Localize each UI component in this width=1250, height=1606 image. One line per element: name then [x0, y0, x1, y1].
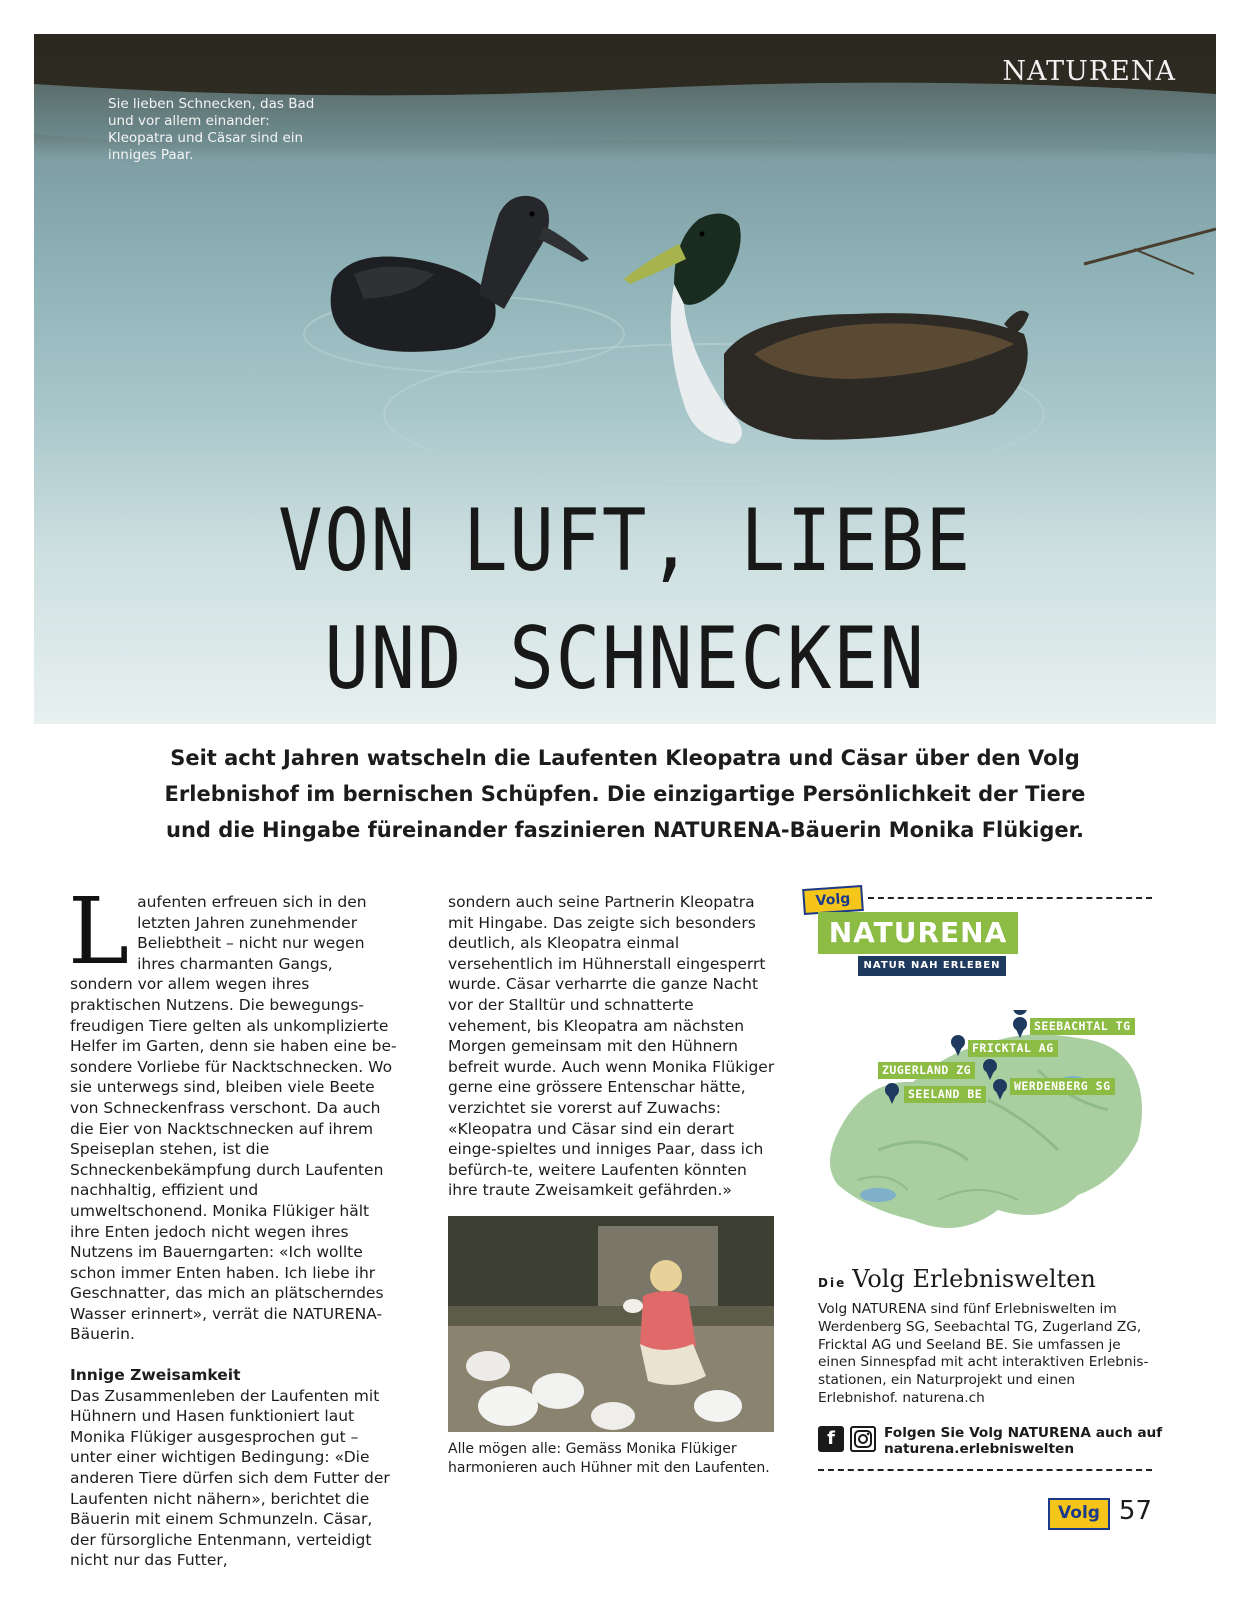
instagram-icon[interactable]	[850, 1426, 876, 1452]
headline	[117, 482, 1134, 718]
article-column-1	[68, 878, 400, 1571]
facebook-icon[interactable]: f	[818, 1426, 844, 1452]
hero-caption: Sie lieben Schnecken, das Bad und vor allem einander: Kleopatra und Cäsar sind ein inniges Paar.	[108, 96, 315, 163]
divider-bottom	[818, 1469, 1152, 1471]
hero-photo	[34, 34, 1216, 724]
divider-top	[868, 897, 1152, 899]
dropcap: L	[68, 878, 130, 985]
paragraph-zweisamkeit: Das Zusammenleben der Laufenten mit Hühnern und Hasen funktioniert laut Monika Flükiger ausgesprochen gut – unter einer wichtigen Bedingung: «Die anderen Tiere dürfen sich dem Futter der Laufenten nicht nähern», berichtet die Bäuerin mit einem Schmunzeln. Cäsar, der fürsorgliche Entenmann, verteidigt nicht nur das Futter,	[70, 1386, 390, 1570]
sidebar-title-text: Volg Erlebniswelten	[852, 1265, 1096, 1293]
brand-wordmark: NATURENA	[1002, 56, 1176, 87]
naturena-tagline: NATUR NAH ERLEBEN	[858, 956, 1006, 976]
lead-paragraph: Seit acht Jahren watscheln die Laufenten Kleopatra und Cäsar über den Volg Erlebnishof im bernischen Schüpfen. Die einzigartige Persönlichkeit der Tiere und die Hingabe füreinander faszinieren NATURENA-Bäuerin Monika Flükiger.	[164, 746, 1086, 842]
paragraph-intro: aufenten erfreuen sich in den letzten Jahren zunehmender Beliebtheit – nicht nur wegen ihres charmanten Gangs, sondern vor allem wegen ihres praktischen Nutzens. Die bewegungs-freudigen Tiere gelten als unkomplizierte Helfer im Garten, denn sie haben eine be-sondere Vorliebe für Nacktschnecken. Wo sie unterwegs sind, bleiben viele Beete von Schneckenfrass verschont. Da auch die Eier von Nacktschnecken auf ihrem Speiseplan stehen, ist die Schneckenbekämpfung durch Laufenten nachhaltig, effizient und umweltschonend. Monika Flükiger hält ihre Enten jedoch nicht wegen ihres Nutzens im Bauerngarten: «Ich wollte schon immer Enten haben. Ich liebe ihr Geschnatter, das mich an plätscherndes Wasser erinnert», verrät die NATURENA-Bäuerin.	[70, 893, 397, 1344]
subheading: Innige Zweisamkeit	[70, 1366, 241, 1385]
footer-volg-logo: Volg	[1048, 1498, 1110, 1530]
farmer-with-chickens-illustration	[448, 1216, 774, 1432]
photo-caption: Alle mögen alle: Gemäss Monika Flükiger harmonieren auch Hühner mit den Laufenten.	[448, 1441, 770, 1476]
map-label-seeland: SEELAND BE	[904, 1086, 986, 1103]
social-block	[818, 1425, 1163, 1460]
farmer-photo	[448, 1216, 774, 1432]
duck-caesar	[624, 214, 1029, 444]
naturena-logo: NATURENA	[818, 912, 1018, 954]
headline-line-1: VON LUFT, LIEBE	[278, 491, 972, 591]
paragraph-continued: sondern auch seine Partnerin Kleopatra mit Hingabe. Das zeigte sich besonders deutlich, als Kleopatra einmal versehentlich im Hühnerstall eingesperrt wurde. Cäsar verharrte die ganze Nacht vor der Stalltür und schnatterte vehement, bis Kleopatra am nächsten Morgen gemeinsam mit den Hühnern befreit wurde. Auch wenn Monika Flükiger gerne eine grössere Entenschar hätte, verzichtet sie vorerst auf Zuwachs: «Kleopatra und Cäsar sind ein derart einge-spieltes und inniges Paar, dass ich befürch-te, weitere Laufenten könnten ihre traute Zweisamkeit gefährden.»	[448, 893, 775, 1200]
duck-kleopatra	[331, 196, 589, 352]
map-label-zugerland: ZUGERLAND ZG	[878, 1062, 975, 1079]
switzerland-map	[818, 1010, 1158, 1260]
article-column-2	[448, 892, 778, 1201]
map-label-fricktal: FRICKTAL AG	[968, 1040, 1058, 1057]
volg-logo: Volg	[802, 885, 864, 915]
map-label-werdenberg: WERDENBERG SG	[1010, 1078, 1115, 1095]
sidebar-title-prefix: Die	[818, 1276, 847, 1290]
sidebar-text: Volg NATURENA sind fünf Erlebniswelten im Werdenberg SG, Seebachtal TG, Zugerland ZG, Fricktal AG und Seeland BE. Sie umfassen je einen Sinnespfad mit acht interaktiven Erlebnis-stationen, ein Naturprojekt und einen Erlebnishof. naturena.ch	[818, 1301, 1149, 1406]
sidebar-title	[818, 1265, 1096, 1293]
social-text: Folgen Sie Volg NATURENA auch auf naturena.erlebniswelten	[884, 1425, 1163, 1457]
headline-line-2: UND SCHNECKEN	[324, 609, 926, 709]
page-number: 57	[1118, 1496, 1152, 1526]
map-label-seebachtal: SEEBACHTAL TG	[1030, 1018, 1135, 1035]
